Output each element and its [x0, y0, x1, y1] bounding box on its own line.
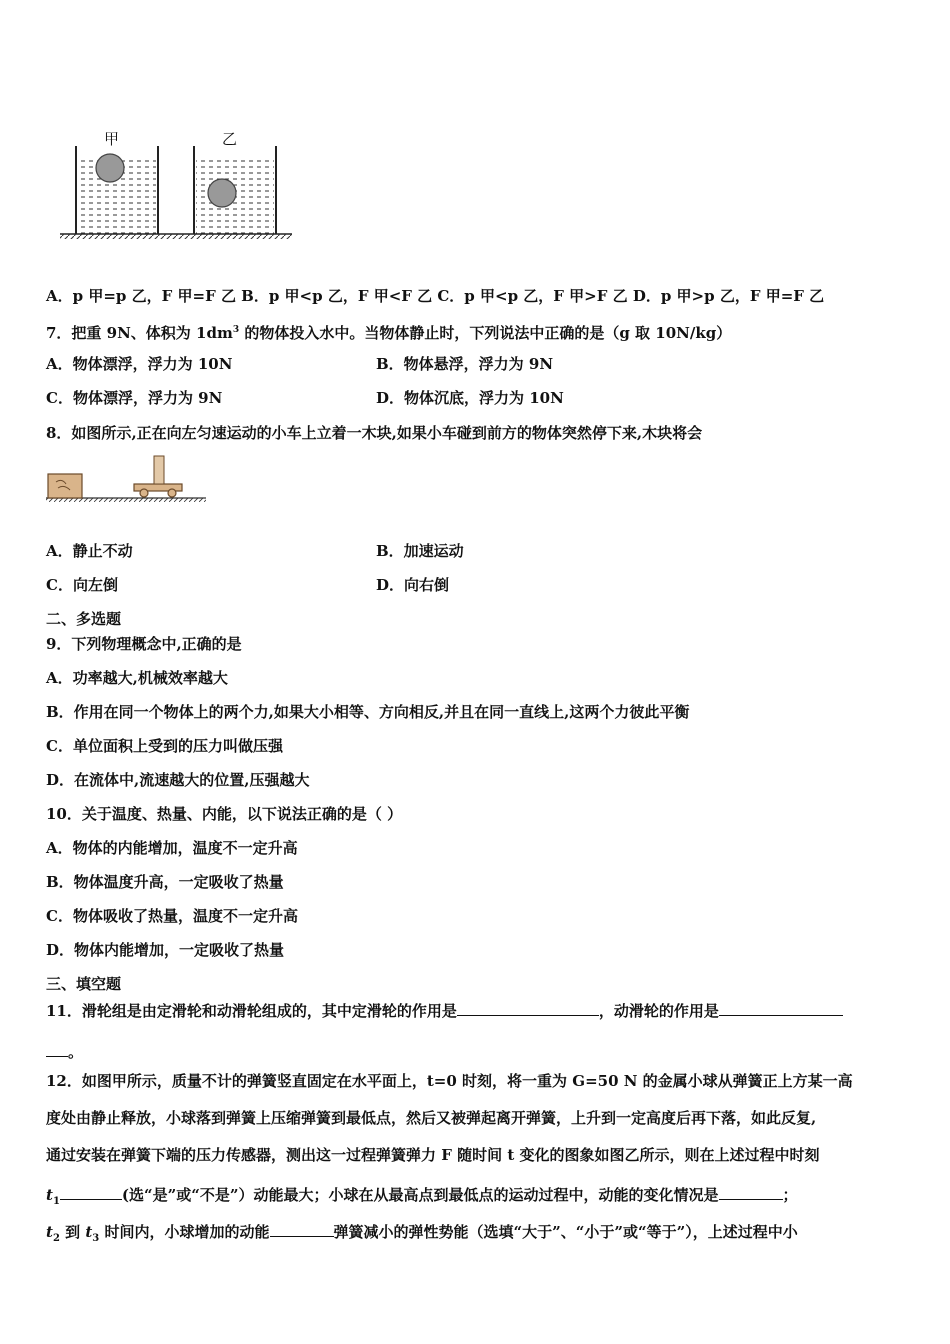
q9-option-c: C．单位面积上受到的压力叫做压强	[46, 737, 283, 755]
q8-option-d: D．向右倒	[376, 576, 450, 594]
q7-option-a: A．物体漂浮，浮力为 10N	[46, 355, 233, 373]
q10-option-b: B．物体温度升高，一定吸收了热量	[46, 873, 284, 891]
label-jia: 甲	[104, 130, 120, 148]
q10-stem: 10．关于温度、热量、内能，以下说法正确的是（ ）	[46, 805, 403, 823]
q8-stem: 8．如图所示,正在向左匀速运动的小车上立着一木块,如果小车碰到前方的物体突然停下来,木块将会	[46, 424, 703, 442]
beaker-left	[76, 146, 158, 234]
q9-option-d: D．在流体中,流速越大的位置,压强越大	[46, 771, 310, 789]
cart	[134, 456, 182, 497]
q6-options: A．p 甲=p 乙，F 甲=F 乙 B．p 甲<p 乙，F 甲<F 乙 C．p 甲<p 乙，F 甲>F 乙 D．p 甲>p 乙，F 甲=F 乙	[46, 287, 825, 305]
obstacle-block	[48, 474, 82, 498]
ball-left	[96, 154, 124, 182]
q11-line2: 。	[46, 1040, 83, 1062]
q7-option-c: C．物体漂浮，浮力为 9N	[46, 389, 223, 407]
q10-option-a: A．物体的内能增加，温度不一定升高	[46, 839, 298, 857]
q8-option-b: B．加速运动	[376, 542, 464, 560]
q12-line4: $t_1$ (选“是”或“不是”）动能最大；小球在从最高点到最低点的运动过程中，动能的变化情况是 ；	[46, 1183, 798, 1212]
q10-option-d: D．物体内能增加，一定吸收了热量	[46, 941, 285, 959]
q12-line5: $t_2$ 到 $t_3$ 时间内，小球增加的动能 弹簧减小的弹性势能（选填“大于”、“小于”或“等于”），上述过程中小	[46, 1220, 798, 1249]
q7-stem: 7．把重 9N、体积为 $1dm^3$ 的物体投入水中。当物体静止时，下列说法中正确的是（g 取 10N/kg）	[46, 324, 732, 342]
q7-option-d: D．物体沉底，浮力为 10N	[376, 389, 564, 407]
q9-stem: 9．下列物理概念中,正确的是	[46, 635, 242, 653]
q12-line3: 通过安装在弹簧下端的压力传感器，测出这一过程弹簧弹力 F 随时间 t 变化的图象如图乙所示，则在上述过程中时刻	[46, 1146, 820, 1164]
q8-option-c: C．向左倒	[46, 576, 118, 594]
beaker-right	[194, 146, 276, 234]
q12-line2: 度处由静止释放，小球落到弹簧上压缩弹簧到最低点，然后又被弹起离开弹簧，上升到一定高度后再下落，如此反复,	[46, 1109, 817, 1127]
q11-blank-2-cont[interactable]	[46, 1040, 68, 1057]
section-2-heading: 二、多选题	[46, 610, 122, 628]
q12-line1: 12．如图甲所示，质量不计的弹簧竖直固定在水平面上，t=0 时刻，将一重为 G=50 N 的金属小球从弹簧正上方某一高	[46, 1072, 853, 1090]
section-3-heading: 三、填空题	[46, 975, 122, 993]
q9-option-a: A．功率越大,机械效率越大	[46, 669, 228, 687]
label-yi: 乙	[222, 130, 238, 148]
q12-blank-2[interactable]	[719, 1183, 783, 1200]
q10-option-c: C．物体吸收了热量，温度不一定升高	[46, 907, 298, 925]
q11-line1: 11．滑轮组是由定滑轮和动滑轮组成的，其中定滑轮的作用是 ，动滑轮的作用是	[46, 999, 843, 1021]
cart-figure	[44, 452, 210, 504]
q11-blank-1[interactable]	[457, 999, 599, 1016]
q12-blank-1[interactable]	[60, 1183, 122, 1200]
ball-right	[208, 179, 236, 207]
q7-option-b: B．物体悬浮，浮力为 9N	[376, 355, 554, 373]
q12-blank-3[interactable]	[270, 1220, 334, 1237]
q9-option-b: B．作用在同一个物体上的两个力,如果大小相等、方向相反,并且在同一直线上,这两个力彼此平衡	[46, 703, 690, 721]
q8-option-a: A．静止不动	[46, 542, 133, 560]
q11-blank-2[interactable]	[719, 999, 843, 1016]
wood-block	[154, 456, 164, 484]
beakers-figure	[56, 122, 296, 242]
